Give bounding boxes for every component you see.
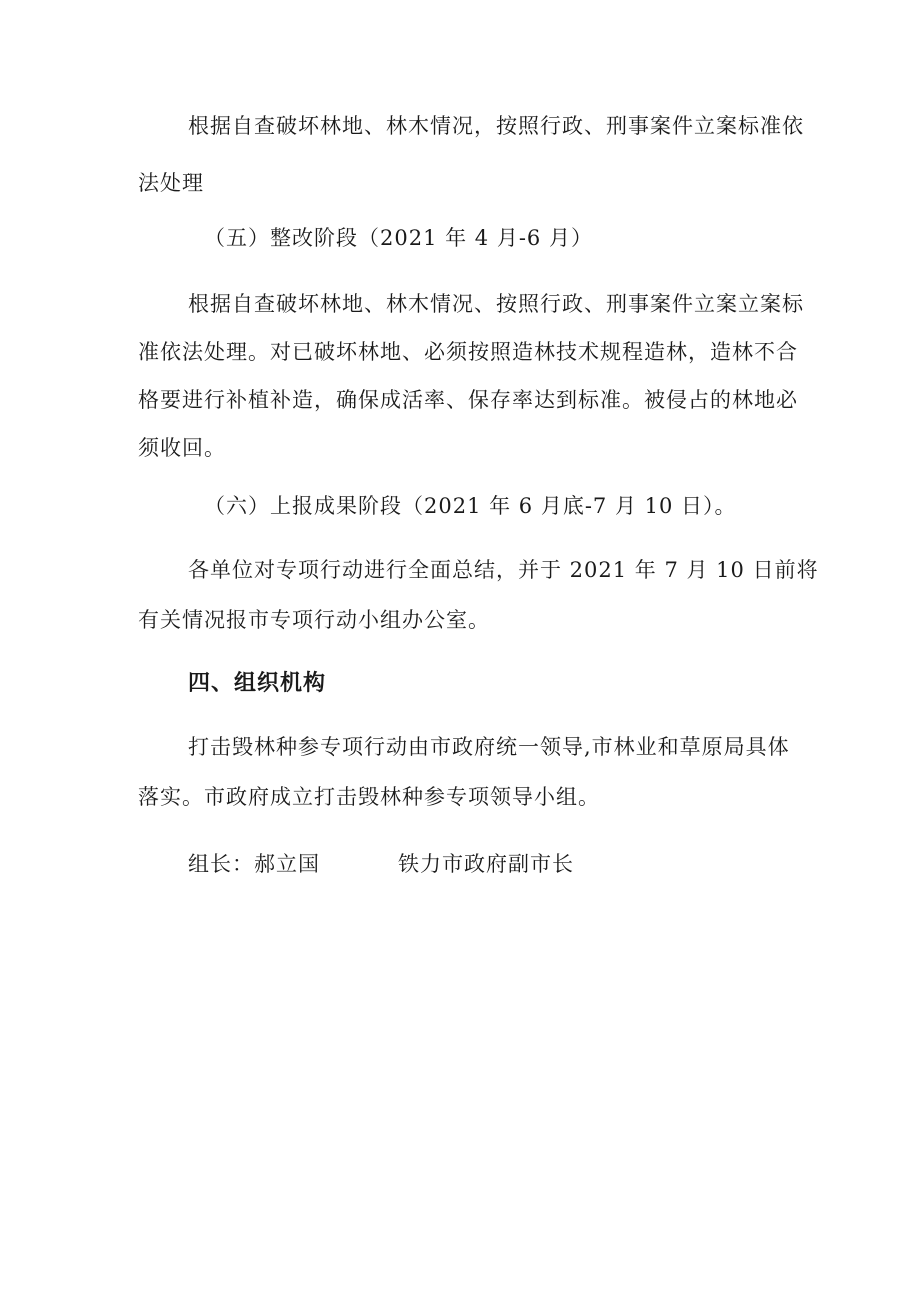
paragraph-line: （五）整改阶段（2021 年 4 月-6 月） [204, 226, 593, 250]
paragraph-line: 打击毁林种参专项行动由市政府统一领导,市林业和草原局具体 [188, 735, 790, 759]
paragraph-line: 准依法处理。对已破坏林地、必须按照造林技术规程造林，造林不合 [138, 340, 798, 364]
paragraph-line: 格要进行补植补造，确保成活率、保存率达到标准。被侵占的林地必 [138, 388, 798, 412]
stage-six-title [138, 486, 788, 527]
paragraph-summary [138, 550, 819, 641]
leader-position: 铁力市政府副市长 [398, 852, 574, 876]
stage-five-title [138, 218, 788, 259]
paragraph-organization [138, 727, 788, 818]
paragraph-line: 法处理 [138, 171, 204, 195]
paragraph-self-inspection [138, 106, 804, 204]
section-heading: 四、组织机构 [188, 671, 327, 696]
paragraph-rectification [138, 284, 804, 469]
paragraph-line: 根据自查破坏林地、林木情况、按照行政、刑事案件立案立案标 [188, 292, 804, 316]
paragraph-line: 各单位对专项行动进行全面总结，并于 2021 年 7 月 10 日前将 [188, 558, 819, 582]
paragraph-line: （六）上报成果阶段（2021 年 6 月底-7 月 10 日）。 [204, 494, 737, 518]
paragraph-line: 须收回。 [138, 436, 226, 460]
paragraph-line: 有关情况报市专项行动小组办公室。 [138, 608, 490, 632]
paragraph-line: 落实。市政府成立打击毁林种参专项领导小组。 [138, 785, 600, 809]
paragraph-line: 根据自查破坏林地、林木情况，按照行政、刑事案件立案标准依 [188, 114, 804, 138]
leader-label: 组长：郝立国 [188, 852, 320, 876]
